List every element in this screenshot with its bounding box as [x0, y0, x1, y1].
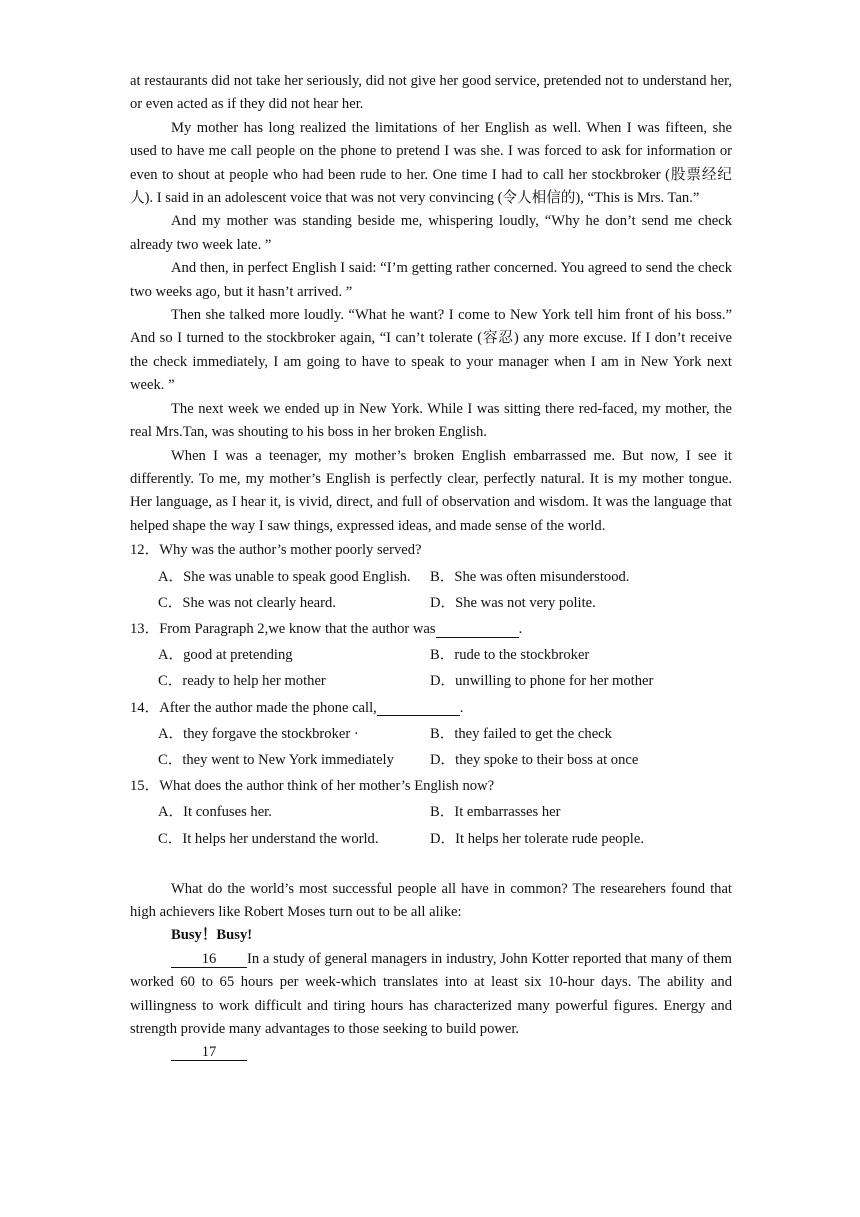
question-options [130, 721, 732, 774]
document-body [130, 70, 732, 1065]
option-c[interactable]: C．She was not clearly heard. [158, 594, 336, 611]
question-stem: 14．After the author made the phone call, . [130, 699, 464, 716]
option-b[interactable]: B．they failed to get the check [430, 725, 612, 742]
option-d[interactable]: D．they spoke to their boss at once [430, 752, 639, 769]
passage-paragraph [130, 1041, 732, 1064]
option-c[interactable]: C．It helps her understand the world. [158, 830, 379, 847]
option-b[interactable]: B．She was often misunderstood. [430, 568, 630, 585]
option-a[interactable]: A．She was unable to speak good English. [158, 568, 411, 585]
option-d[interactable]: D．She was not very polite. [430, 594, 596, 611]
option-d[interactable]: D．unwilling to phone for her mother [430, 673, 654, 690]
gap-17[interactable]: 17 [171, 1044, 247, 1061]
question-options [130, 564, 732, 617]
question-options [130, 643, 732, 696]
passage-paragraph: And my mother was standing beside me, whispering loudly, “Why he don’t send me check already two week late. ” [130, 213, 732, 253]
question-14 [130, 695, 732, 774]
answer-blank [377, 700, 460, 716]
section-heading: Busy！Busy! [171, 927, 253, 944]
passage-paragraph: Then she talked more loudly. “What he want? I come to New York tell him front of his boss.” And so I turned to the stockbroker again, “I can’t tolerate (容忍) any more excuse. If I don’t receive the check immediately, I am going to have to speak to your manager when I am in New York next week. ” [130, 307, 732, 394]
question-stem: 15．What does the author think of her mother’s English now? [130, 778, 495, 795]
option-d[interactable]: D．It helps her tolerate rude people. [430, 830, 644, 847]
question-stem: 13．From Paragraph 2,we know that the author was . [130, 621, 523, 638]
option-a[interactable]: A．they forgave the stockbroker · [158, 725, 359, 742]
option-a[interactable]: A．It confuses her. [158, 804, 272, 821]
question-options [130, 800, 732, 853]
passage-paragraph: at restaurants did not take her seriously, did not give her good service, pretended not to understand her, or even acted as if they did not hear her. [130, 73, 732, 113]
option-c[interactable]: C．they went to New York immediately [158, 752, 394, 769]
passage-paragraph: The next week we ended up in New York. While I was sitting there red-faced, my mother, the real Mrs.Tan, was shouting to his boss in her broken English. [130, 400, 732, 441]
option-b[interactable]: B．It embarrasses her [430, 804, 561, 821]
gap-16-text: In a study of general managers in industry, John Kotter reported that many of them worked 60 to 65 hours per week-which translates into at least six 10-hour days. The ability and willingness to work difficult and tiring hours has characterized many powerful figures. Energy and strength provide many advantages to those seeking to build power. [130, 950, 732, 1037]
option-a[interactable]: A．good at pretending [158, 647, 293, 664]
passage-paragraph: My mother has long realized the limitations of her English as well. When I was fifteen, she used to have me call people on the phone to pretend I was she. I was forced to ask for information or even to shout at people who had been rude to her. One time I had to call her stockbroker (股票经纪人). I said in an adolescent voice that was not very convincing (令人相信的), “This is Mrs. Tan.” [130, 119, 732, 207]
passage-intro: What do the world’s most successful people all have in common? The researehers found that high achievers like Robert Moses turn out to be all alike: [130, 880, 732, 920]
question-12 [130, 538, 732, 617]
question-15 [130, 774, 732, 853]
passage-paragraph: And then, in perfect English I said: “I’m getting rather concerned. You agreed to send the check two weeks ago, but it hasn’t arrived. ” [130, 260, 732, 300]
answer-blank [436, 622, 519, 638]
question-stem: 12．Why was the author’s mother poorly served? [130, 542, 422, 559]
option-c[interactable]: C．ready to help her mother [158, 673, 326, 690]
question-13 [130, 617, 732, 696]
gap-16[interactable]: 16 [171, 951, 247, 968]
option-b[interactable]: B．rude to the stockbroker [430, 647, 590, 664]
passage-paragraph [130, 948, 732, 1042]
passage-paragraph: When I was a teenager, my mother’s broken English embarrassed me. But now, I see it differently. To me, my mother’s English is perfectly clear, perfectly natural. It is my mother tongue. Her language, as I hear it, is vivid, direct, and full of observation and wisdom. It was the language that helped shape the way I saw things, expressed ideas, and made sense of the world. [130, 447, 732, 534]
